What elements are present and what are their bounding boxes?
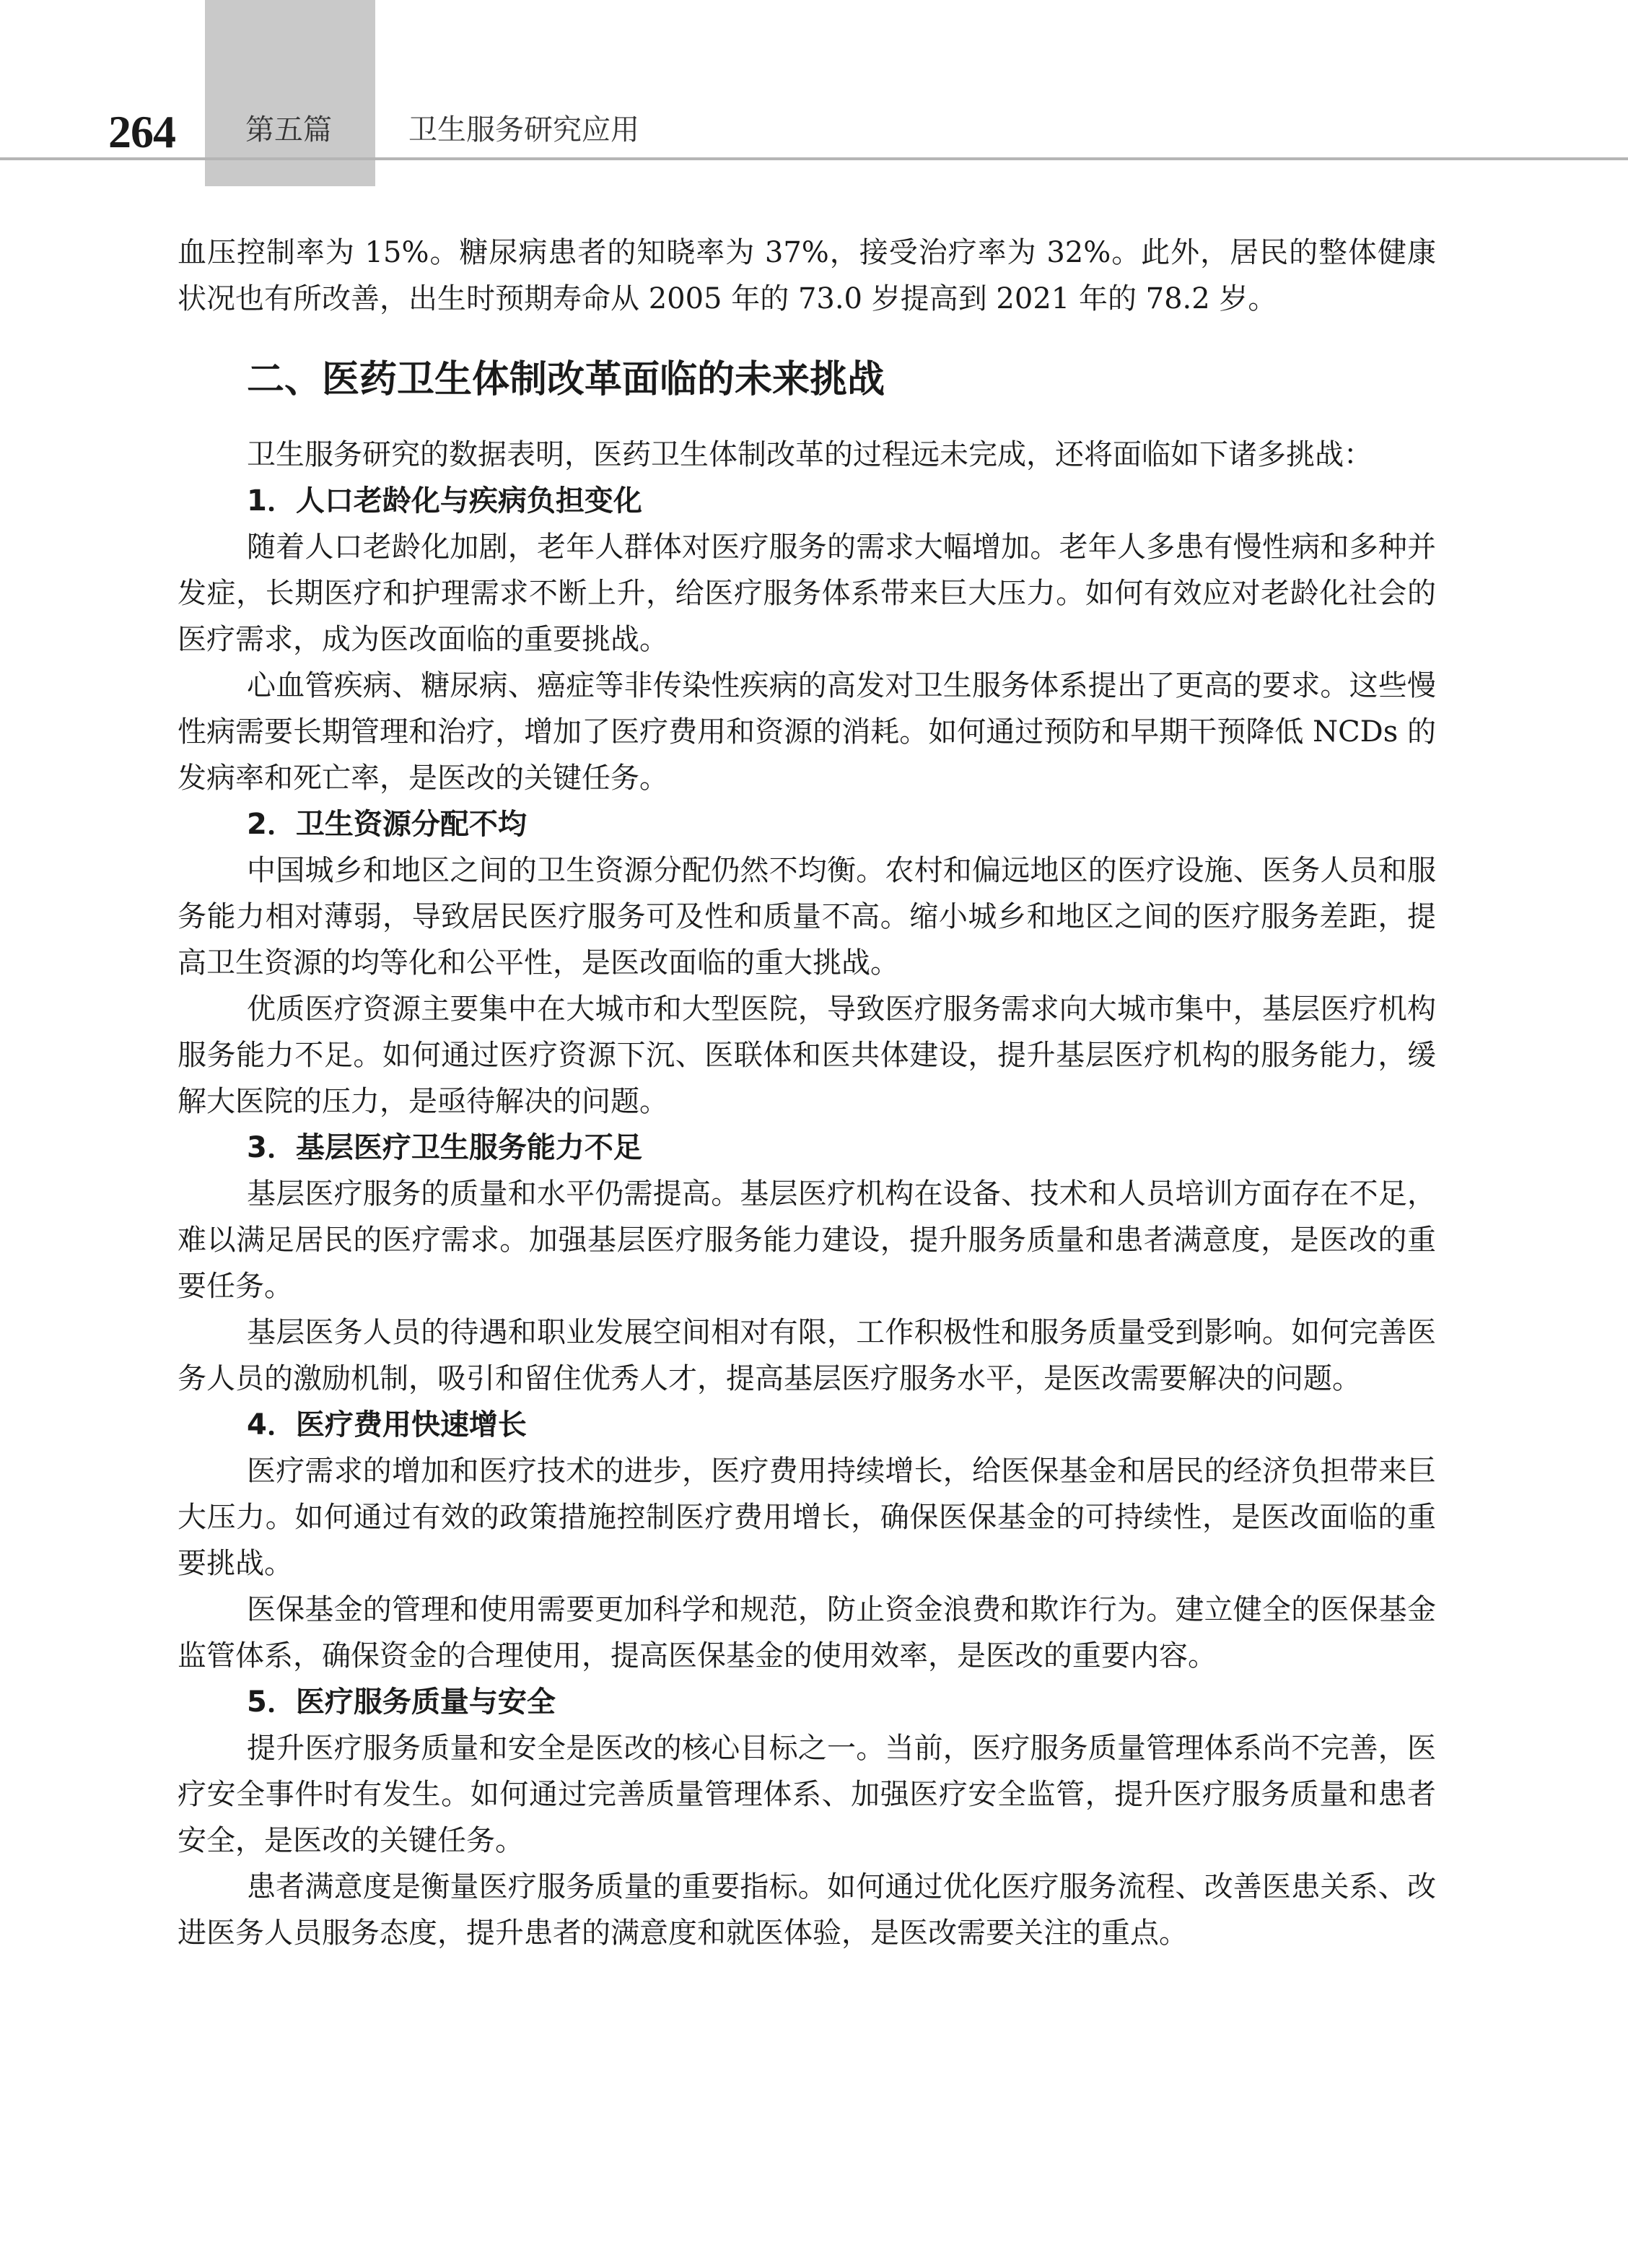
paragraph: 患者满意度是衡量医疗服务质量的重要指标。如何通过优化医疗服务流程、改善医患关系、改进医务人员服务态度，提升患者的满意度和就医体验，是医改需要关注的重点。 <box>178 1870 1436 1950</box>
subsection-heading-2: 2．卫生资源分配不均 <box>247 808 527 841</box>
paragraph: 优质医疗资源主要集中在大城市和大型医院，导致医疗服务需求向大城市集中，基层医疗机构服务能力不足。如何通过医疗资源下沉、医联体和医共体建设，提升基层医疗机构的服务能力，缓解大医院的压力，是亟待解决的问题。 <box>178 993 1436 1118</box>
paragraph: 基层医疗服务的质量和水平仍需提高。基层医疗机构在设备、技术和人员培训方面存在不足，难以满足居民的医疗需求。加强基层医疗服务能力建设，提升服务质量和患者满意度，是医改的重要任务。 <box>178 1177 1436 1303</box>
paragraph: 随着人口老龄化加剧，老年人群体对医疗服务的需求大幅增加。老年人多患有慢性病和多种并发症，长期医疗和护理需求不断上升，给医疗服务体系带来巨大压力。如何有效应对老龄化社会的医疗需求，成为医改面临的重要挑战。 <box>178 531 1436 656</box>
paragraph: 中国城乡和地区之间的卫生资源分配仍然不均衡。农村和偏远地区的医疗设施、医务人员和服务能力相对薄弱，导致居民医疗服务可及性和质量不高。缩小城乡和地区之间的医疗服务差距，提高卫生资源的均等化和公平性，是医改面临的重大挑战。 <box>178 854 1436 980</box>
page-number: 264 <box>108 106 175 157</box>
paragraph: 医保基金的管理和使用需要更加科学和规范，防止资金浪费和欺诈行为。建立健全的医保基金监管体系，确保资金的合理使用，提高医保基金的使用效率，是医改的重要内容。 <box>178 1593 1436 1672</box>
subsection-heading-3: 3．基层医疗卫生服务能力不足 <box>247 1131 642 1164</box>
paragraph: 提升医疗服务质量和安全是医改的核心目标之一。当前，医疗服务质量管理体系尚不完善，医疗安全事件时有发生。如何通过完善质量管理体系、加强医疗安全监管，提升医疗服务质量和患者安全，是医改的关键任务。 <box>178 1732 1436 1857</box>
subsection-heading-4: 4．医疗费用快速增长 <box>247 1408 527 1442</box>
running-head-title: 卫生服务研究应用 <box>408 113 639 147</box>
subsection-heading-1: 1．人口老龄化与疾病负担变化 <box>247 484 642 518</box>
intro-paragraph: 血压控制率为 15%。糖尿病患者的知晓率为 37%，接受治疗率为 32%。此外，居民的整体健康状况也有所改善，出生时预期寿命从 2005 年的 73.0 岁提高到 2021 年的 78.2 岁。 <box>178 236 1436 315</box>
chapter-heading: 二、医药卫生体制改革面临的未来挑战 <box>247 358 885 401</box>
paragraph: 基层医务人员的待遇和职业发展空间相对有限，工作积极性和服务质量受到影响。如何完善医务人员的激励机制，吸引和留住优秀人才，提高基层医疗服务水平，是医改需要解决的问题。 <box>178 1316 1436 1395</box>
header-rule <box>0 157 1628 160</box>
paragraph: 医疗需求的增加和医疗技术的进步，医疗费用持续增长，给医保基金和居民的经济负担带来巨大压力。如何通过有效的政策措施控制医疗费用增长，确保医保基金的可持续性，是医改面临的重要挑战。 <box>178 1454 1436 1580</box>
page-body <box>178 230 1436 1956</box>
lead-paragraph: 卫生服务研究的数据表明，医药卫生体制改革的过程远未完成，还将面临如下诸多挑战： <box>247 438 1373 471</box>
part-label: 第五篇 <box>245 113 332 147</box>
subsection-heading-5: 5．医疗服务质量与安全 <box>247 1685 556 1719</box>
paragraph: 心血管疾病、糖尿病、癌症等非传染性疾病的高发对卫生服务体系提出了更高的要求。这些慢性病需要长期管理和治疗，增加了医疗费用和资源的消耗。如何通过预防和早期干预降低 NCDs 的发病率和死亡率，是医改的关键任务。 <box>178 669 1436 795</box>
